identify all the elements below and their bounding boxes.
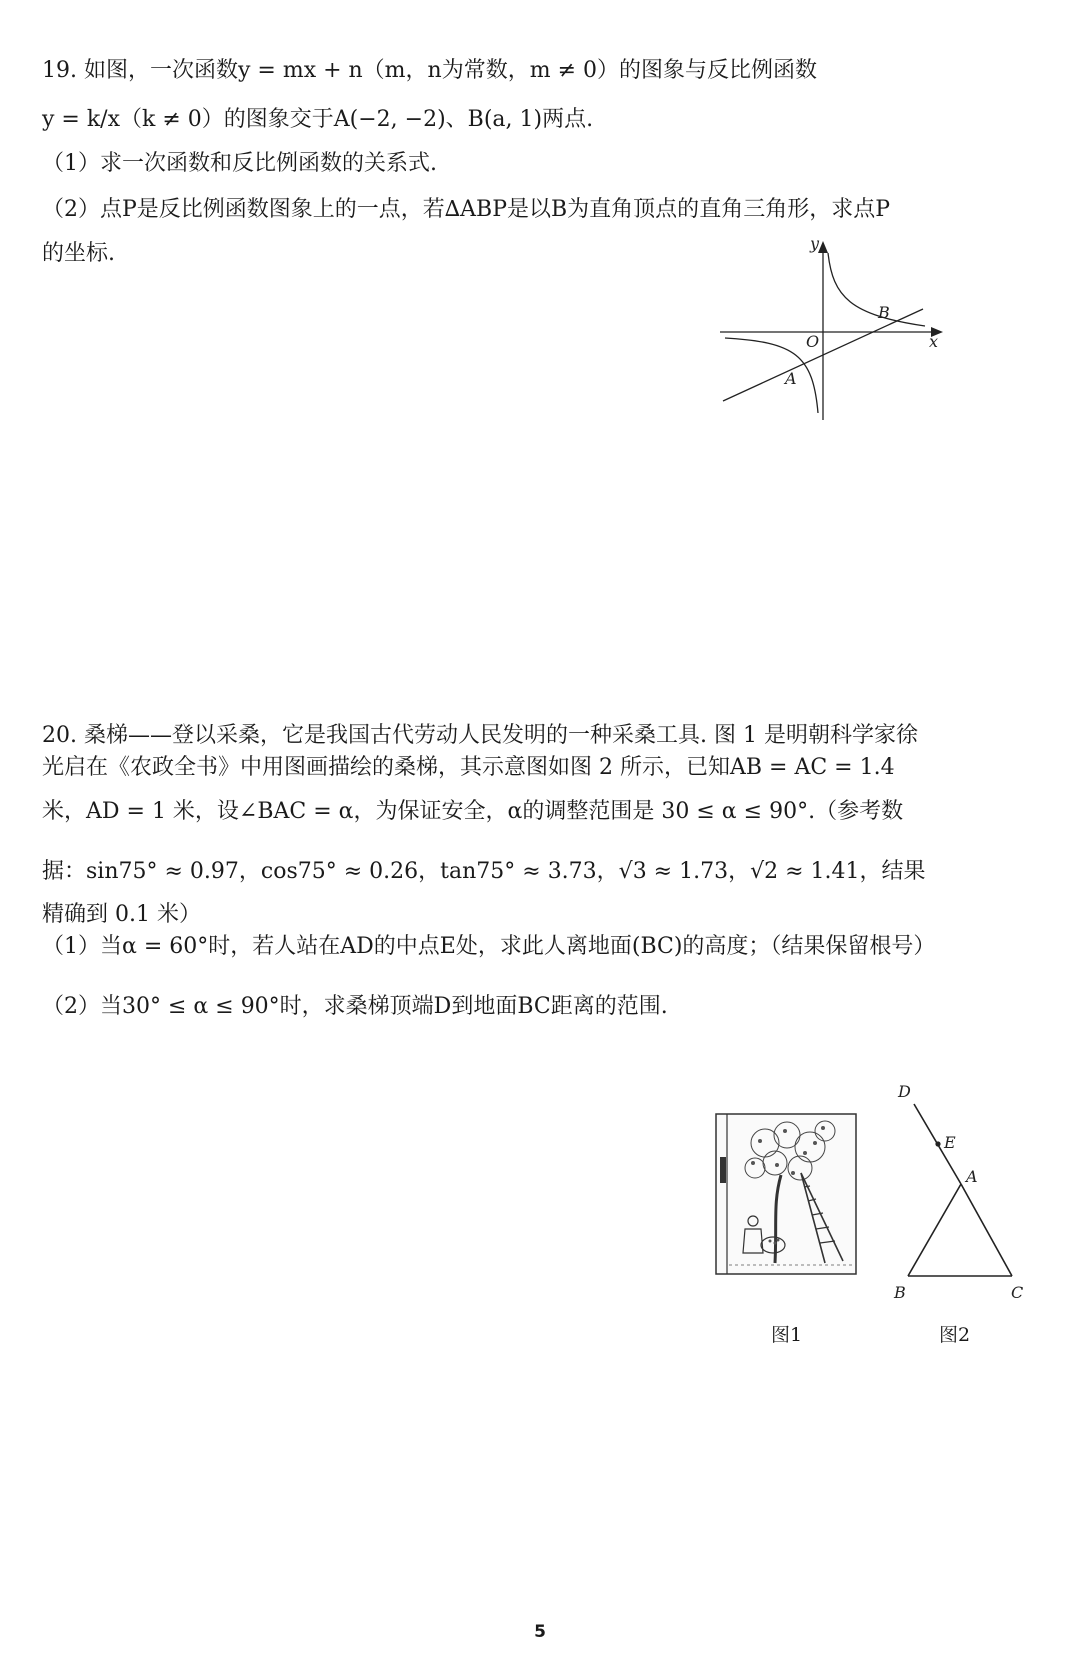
- point-d-label: D: [898, 1082, 911, 1101]
- point-b-label: B: [894, 1283, 906, 1302]
- y-label: y: [810, 234, 820, 253]
- fig2-caption: 图2: [939, 1324, 971, 1346]
- point-e-label: E: [944, 1133, 956, 1152]
- q19-line-2: y = k/x（k ≠ 0）的图象交于A(−2, −2)、B(a, 1)两点.: [42, 107, 594, 132]
- x-label: x: [929, 332, 939, 351]
- q19-part-2-line-1: （2）点P是反比例函数图象上的一点，若∆ABP是以B为直角顶点的直角三角形，求点P: [42, 197, 890, 222]
- q19-part-1: （1）求一次函数和反比例函数的关系式.: [42, 151, 437, 176]
- point-e-dot: [935, 1141, 940, 1146]
- q19-part-2-line-2: 的坐标.: [42, 241, 115, 266]
- page-number: 5: [534, 1622, 546, 1642]
- origin-label: O: [806, 332, 820, 351]
- segment-ab: [908, 1184, 961, 1276]
- hyperbola-branch-3: [725, 338, 818, 413]
- q20-line-1: 20. 桑梯——登以采桑，它是我国古代劳动人民发明的一种采桑工具. 图 1 是明朝科学家徐: [42, 723, 918, 748]
- q20-line-2: 光启在《农政全书》中用图画描绘的桑梯，其示意图如图 2 所示，已知AB = AC = 1.4: [42, 755, 895, 780]
- segment-ac: [961, 1184, 1012, 1276]
- q20-part-2: （2）当30° ≤ α ≤ 90°时，求桑梯顶端D到地面BC距离的范围.: [42, 994, 668, 1019]
- q20-line-5: 精确到 0.1 米）: [42, 902, 201, 927]
- q20-line-3: 米，AD = 1 米，设∠BAC = α，为保证安全，α的调整范围是 30 ≤ α ≤ 90°.（参考数: [42, 799, 904, 824]
- q20-line-4: 据：sin75° ≈ 0.97，cos75° ≈ 0.26，tan75° ≈ 3.73，√3 ≈ 1.73，√2 ≈ 1.41，结果: [42, 859, 926, 884]
- q19-line-1: 19. 如图，一次函数y = mx + n（m，n为常数，m ≠ 0）的图象与反比例函数: [42, 58, 817, 83]
- q20-part-1: （1）当α = 60°时，若人站在AD的中点E处，求此人离地面(BC)的高度；（结果保留根号）: [42, 934, 936, 959]
- fig1-mulberry-ladder-woodcut: [715, 1113, 857, 1275]
- y-axis-arrow-icon: [818, 241, 828, 253]
- point-a-label: A: [966, 1167, 978, 1186]
- fig2-ladder-diagram: [880, 1080, 1030, 1310]
- point-c-label: C: [1011, 1283, 1024, 1302]
- q19-function-graph: [715, 235, 955, 425]
- point-a-label: A: [785, 369, 797, 388]
- fig1-caption: 图1: [771, 1324, 803, 1346]
- point-b-label: B: [878, 303, 890, 322]
